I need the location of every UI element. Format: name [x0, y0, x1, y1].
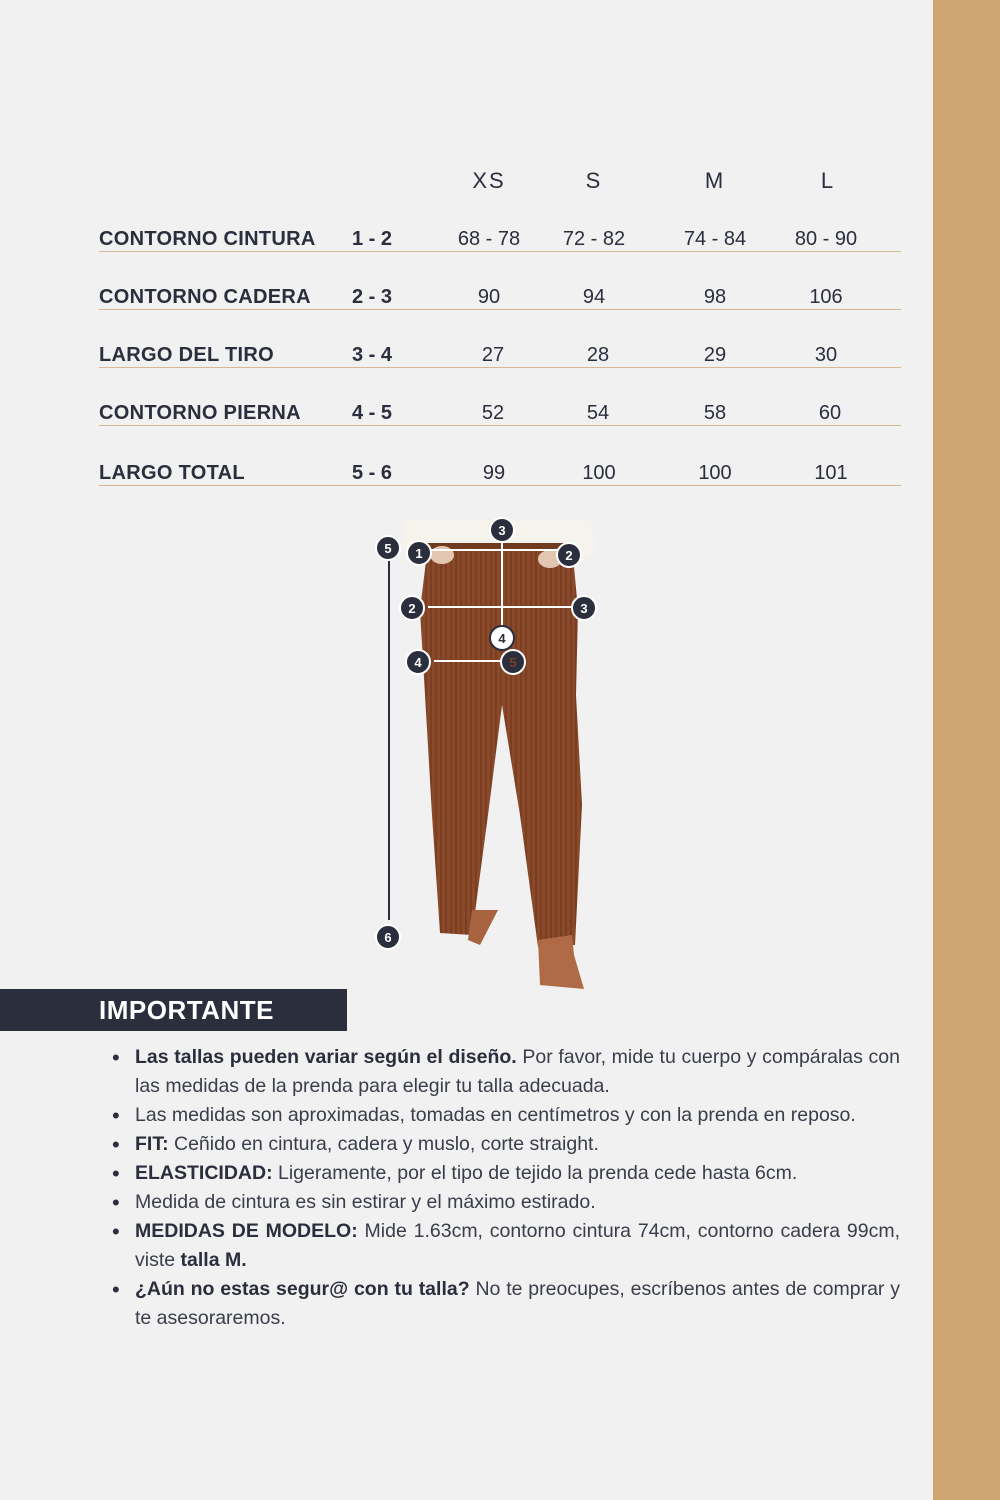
value-l: 106 — [809, 286, 843, 308]
table-row — [99, 337, 901, 368]
value-m: 100 — [698, 462, 732, 484]
value-m: 58 — [703, 402, 727, 424]
size-header-s: S — [585, 168, 603, 193]
measure-points: 4 - 5 — [352, 402, 393, 424]
measure-name: CONTORNO CADERA — [99, 286, 311, 308]
size-header-l: L — [820, 168, 836, 193]
note-text: Ligeramente, por el tipo de tejido la prenda cede hasta 6cm. — [272, 1162, 798, 1184]
measure-name: LARGO DEL TIRO — [99, 344, 274, 366]
value-xs: 68 - 78 — [457, 228, 521, 250]
table-row — [99, 279, 901, 310]
marker-2: 2 — [556, 542, 582, 568]
value-m: 74 - 84 — [683, 228, 747, 250]
marker-6: 6 — [375, 924, 401, 950]
marker-5: 5 — [500, 649, 526, 675]
note-text: No te preocupes, escríbenos antes de comprar y te asesoraremos. — [135, 1278, 900, 1329]
value-l: 80 - 90 — [794, 228, 858, 250]
list-item — [110, 1275, 900, 1333]
measure-points: 3 - 4 — [352, 344, 393, 366]
marker-5: 5 — [375, 535, 401, 561]
measure-points: 2 - 3 — [352, 286, 393, 308]
table-row — [99, 395, 901, 426]
marker-1: 1 — [406, 540, 432, 566]
table-row — [99, 221, 901, 252]
list-item — [110, 1043, 900, 1101]
note-text: Mide 1.63cm, contorno cintura 74cm, contorno cadera 99cm, viste — [135, 1220, 900, 1271]
measure-name: CONTORNO PIERNA — [99, 402, 301, 424]
marker-2: 2 — [399, 595, 425, 621]
note-text: Por favor, mide tu cuerpo y compáralas con las medidas de la prenda para elegir tu talla adecuada. — [135, 1046, 900, 1097]
note-bold: FIT: — [135, 1133, 169, 1155]
size-header-m: M — [704, 168, 726, 193]
value-xs: 27 — [481, 344, 505, 366]
value-m: 98 — [703, 286, 727, 308]
marker-4: 4 — [405, 649, 431, 675]
pants-illustration — [360, 515, 620, 990]
value-s: 28 — [586, 344, 610, 366]
table-row — [99, 455, 901, 486]
note-text: Las medidas son aproximadas, tomadas en centímetros y con la prenda en reposo. — [135, 1104, 856, 1126]
marker-3: 3 — [571, 595, 597, 621]
marker-4: 4 — [489, 625, 515, 651]
value-xs: 52 — [481, 402, 505, 424]
pants-measurement-diagram — [360, 515, 620, 990]
measure-points: 1 - 2 — [352, 228, 393, 250]
value-m: 29 — [703, 344, 727, 366]
value-l: 101 — [814, 462, 848, 484]
list-item — [110, 1159, 900, 1188]
note-text: Ceñido en cintura, cadera y muslo, corte straight. — [168, 1133, 599, 1155]
note-bold: Las tallas pueden variar según el diseño. — [135, 1046, 517, 1068]
note-bold: MEDIDAS DE MODELO: — [135, 1220, 358, 1242]
note-bold: ELASTICIDAD: — [135, 1162, 273, 1184]
measure-name: LARGO TOTAL — [99, 462, 245, 484]
value-s: 54 — [586, 402, 610, 424]
measure-points: 5 - 6 — [352, 462, 393, 484]
list-item — [110, 1188, 900, 1217]
value-l: 30 — [814, 344, 838, 366]
important-notes-list — [110, 1043, 900, 1333]
value-xs: 99 — [482, 462, 506, 484]
value-xs: 90 — [477, 286, 501, 308]
important-title: IMPORTANTE — [99, 995, 274, 1025]
list-item — [110, 1217, 900, 1275]
value-s: 100 — [582, 462, 616, 484]
note-bold: ¿Aún no estas segur@ con tu talla? — [135, 1278, 470, 1300]
size-header-xs: XS — [472, 168, 506, 193]
list-item — [110, 1101, 900, 1130]
note-bold: talla M. — [180, 1249, 247, 1271]
value-s: 72 - 82 — [562, 228, 626, 250]
note-text: Medida de cintura es sin estirar y el máximo estirado. — [135, 1191, 596, 1213]
value-l: 60 — [818, 402, 842, 424]
marker-3: 3 — [489, 517, 515, 543]
side-accent-band — [933, 0, 1000, 1500]
measure-name: CONTORNO CINTURA — [99, 228, 316, 250]
value-s: 94 — [582, 286, 606, 308]
list-item — [110, 1130, 900, 1159]
